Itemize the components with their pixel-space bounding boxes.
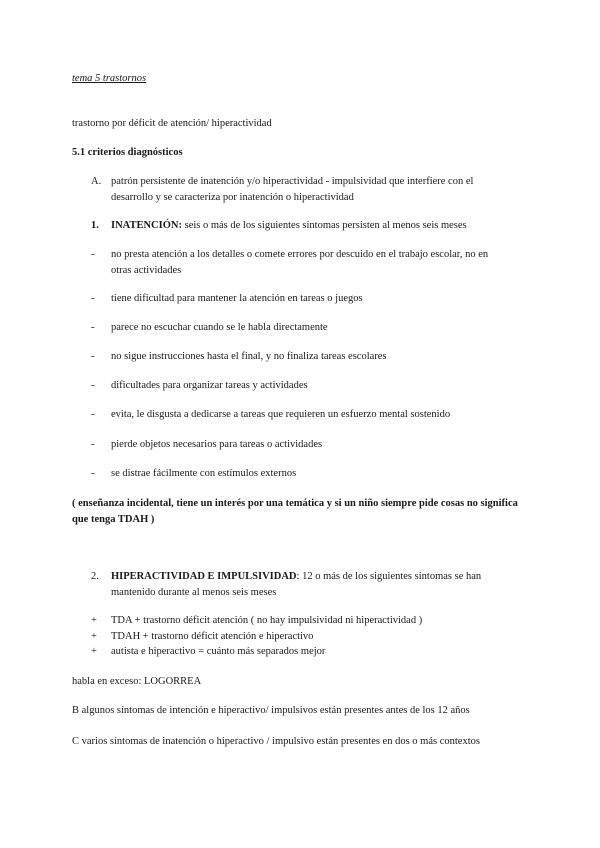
plus-marker: +: [91, 615, 97, 626]
symptom-text: dificultades para organizar tareas y actividades: [111, 380, 308, 391]
section-heading: 5.1 criterios diagnósticos: [72, 147, 183, 158]
logorrea-line: habla en exceso: LOGORREA: [72, 676, 202, 687]
document-title: tema 5 trastornos: [72, 73, 147, 84]
hyperactivity-text: : 12 o más de los siguientes síntomas se han mantenido durante al menos seis meses: [111, 571, 482, 598]
criterion-a-marker: A.: [91, 176, 102, 187]
item-2-marker: 2.: [91, 571, 99, 582]
symptom-text: parece no escuchar cuando se le habla directamente: [111, 322, 328, 333]
criterion-c: C varios síntomas de inatención o hiperactivo / impulsivo están presentes en dos o más contextos: [72, 736, 480, 747]
criterion-a-text: patrón persistente de inatención y/o hiperactividad - impulsividad que interfiere con el desarrollo y se caracteriza por inatención o hiperactividad: [111, 176, 474, 203]
hyperactivity-label: HIPERACTIVIDAD E IMPULSIVIDAD: [111, 571, 297, 582]
symptom-text: pierde objetos necesarios para tareas o actividades: [111, 439, 323, 450]
criterion-b: B algunos síntomas de intención e hiperactivo/ impulsivos están presentes antes de los 12 años: [72, 705, 470, 716]
plus-item-text: TDAH + trastorno déficit atención e hiperactivo: [111, 631, 314, 642]
plus-marker: +: [91, 646, 97, 657]
plus-item-text: autista e hiperactivo = cuánto más separados mejor: [111, 646, 326, 657]
dash-marker: -: [91, 468, 95, 479]
dash-marker: -: [91, 380, 95, 391]
dash-marker: -: [91, 409, 95, 420]
symptom-text: evita, le disgusta a dedicarse a tareas que requieren un esfuerzo mental sostenido: [111, 409, 451, 420]
symptom-text: no presta atención a los detalles o comete errores por descuido en el trabajo escolar, no en otras actividades: [111, 249, 489, 276]
symptom-text: se distrae fácilmente con estímulos externos: [111, 468, 297, 479]
inattention-label: INATENCIÓN:: [111, 220, 182, 231]
document-subtitle: trastorno por déficit de atención/ hiperactividad: [72, 118, 272, 129]
inattention-text: seis o más de los siguientes síntomas persisten al menos seis meses: [181, 220, 467, 231]
plus-item-text: TDA + trastorno déficit atención ( no hay impulsividad ni hiperactividad ): [111, 615, 423, 626]
symptom-text: tiene dificultad para mantener la atención en tareas o juegos: [111, 293, 363, 304]
dash-marker: -: [91, 439, 95, 450]
symptom-text: no sigue instrucciones hasta el final, y no finaliza tareas escolares: [111, 351, 387, 362]
dash-marker: -: [91, 351, 95, 362]
plus-marker: +: [91, 631, 97, 642]
dash-marker: -: [91, 249, 95, 260]
dash-marker: -: [91, 322, 95, 333]
bold-note: ( enseñanza incidental, tiene un interés por una temática y si un niño siempre pide cosas no significa que tenga TDAH ): [72, 498, 518, 525]
dash-marker: -: [91, 293, 95, 304]
item-1-marker: 1.: [91, 220, 99, 231]
